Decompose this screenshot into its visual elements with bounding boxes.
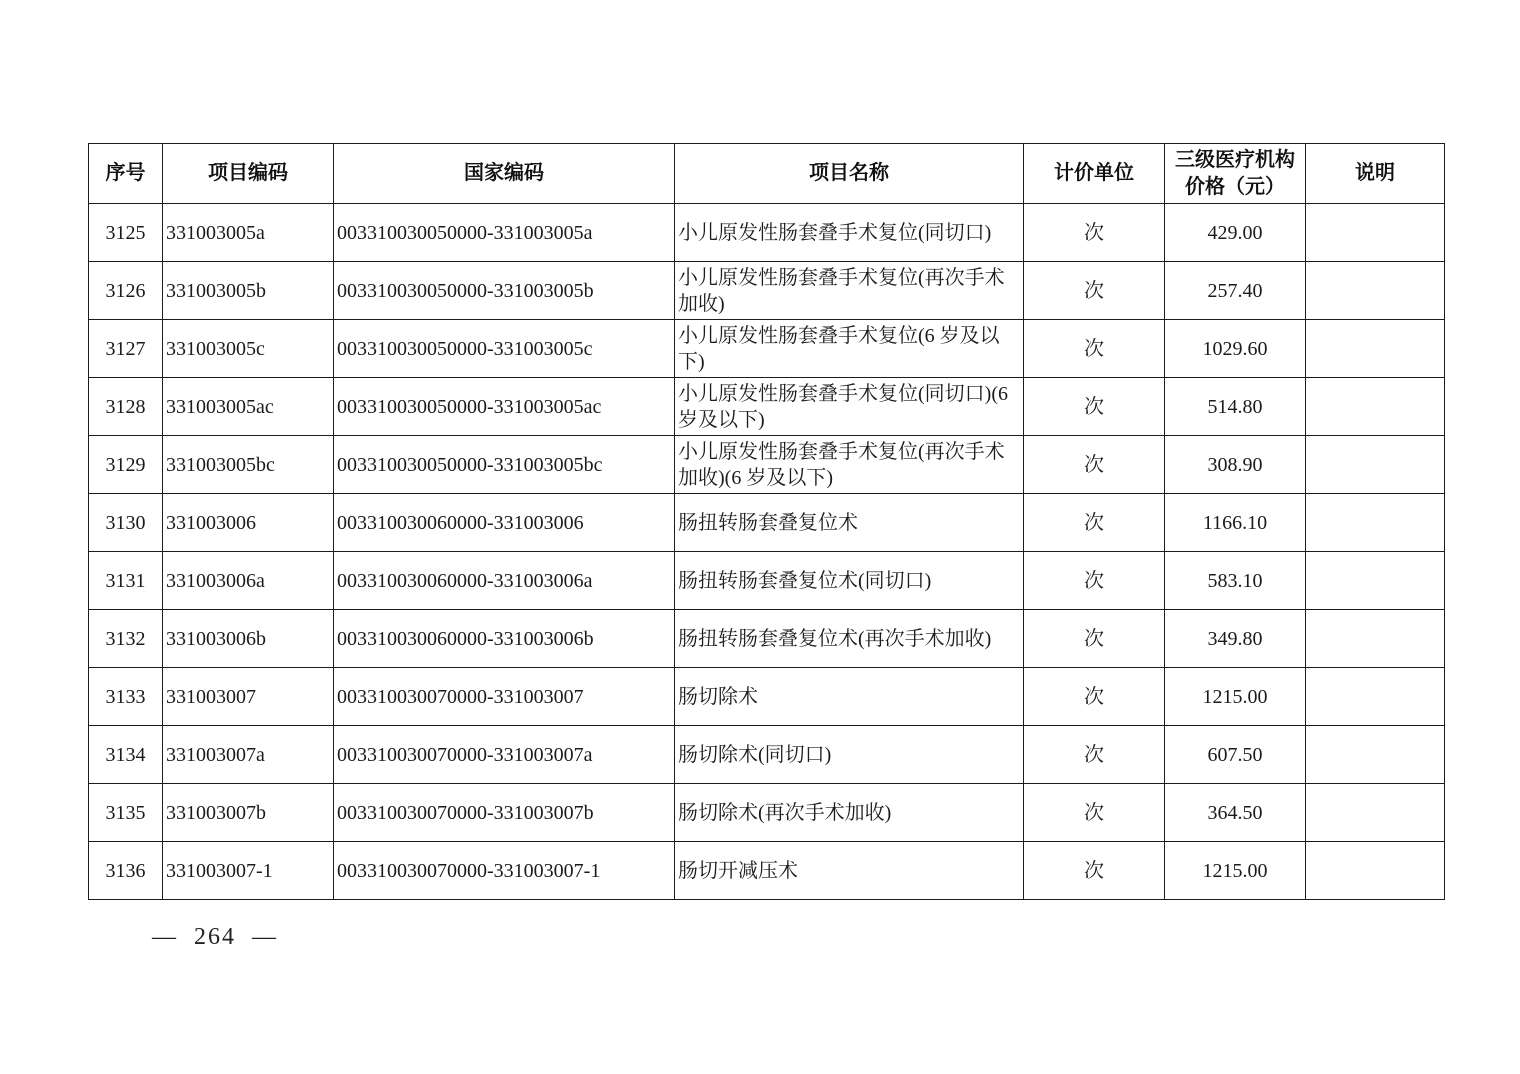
cell-unit: 次	[1024, 262, 1165, 320]
header-cell-national_code: 国家编码	[334, 144, 675, 204]
cell-price: 1166.10	[1165, 494, 1306, 552]
cell-national_code: 003310030050000-331003005b	[334, 262, 675, 320]
cell-unit: 次	[1024, 784, 1165, 842]
cell-seq: 3130	[89, 494, 163, 552]
cell-national_code: 003310030060000-331003006	[334, 494, 675, 552]
cell-code: 331003007	[163, 668, 334, 726]
header-cell-code: 项目编码	[163, 144, 334, 204]
page-number: — 264 —	[152, 924, 278, 950]
cell-code: 331003005a	[163, 204, 334, 262]
cell-unit: 次	[1024, 320, 1165, 378]
cell-national_code: 003310030050000-331003005c	[334, 320, 675, 378]
table-row	[89, 262, 1445, 320]
table-header	[89, 144, 1445, 204]
cell-note	[1306, 494, 1445, 552]
cell-price: 364.50	[1165, 784, 1306, 842]
table-row	[89, 378, 1445, 436]
cell-name: 肠切除术(再次手术加收)	[675, 784, 1024, 842]
cell-national_code: 003310030060000-331003006b	[334, 610, 675, 668]
cell-code: 331003005c	[163, 320, 334, 378]
cell-unit: 次	[1024, 494, 1165, 552]
cell-national_code: 003310030070000-331003007	[334, 668, 675, 726]
cell-note	[1306, 204, 1445, 262]
cell-national_code: 003310030050000-331003005ac	[334, 378, 675, 436]
table-row	[89, 842, 1445, 900]
cell-note	[1306, 436, 1445, 494]
table-row	[89, 552, 1445, 610]
header-cell-unit: 计价单位	[1024, 144, 1165, 204]
header-cell-name: 项目名称	[675, 144, 1024, 204]
cell-seq: 3131	[89, 552, 163, 610]
cell-note	[1306, 784, 1445, 842]
cell-unit: 次	[1024, 378, 1165, 436]
cell-name: 肠切除术(同切口)	[675, 726, 1024, 784]
cell-note	[1306, 262, 1445, 320]
cell-national_code: 003310030050000-331003005bc	[334, 436, 675, 494]
price-table	[88, 143, 1445, 900]
cell-seq: 3136	[89, 842, 163, 900]
cell-seq: 3128	[89, 378, 163, 436]
table-row	[89, 726, 1445, 784]
cell-seq: 3127	[89, 320, 163, 378]
cell-note	[1306, 610, 1445, 668]
cell-name: 肠扭转肠套叠复位术(再次手术加收)	[675, 610, 1024, 668]
cell-name: 肠切除术	[675, 668, 1024, 726]
cell-national_code: 003310030070000-331003007b	[334, 784, 675, 842]
cell-national_code: 003310030060000-331003006a	[334, 552, 675, 610]
table-row	[89, 320, 1445, 378]
cell-code: 331003006a	[163, 552, 334, 610]
header-cell-price: 三级医疗机构价格（元）	[1165, 144, 1306, 204]
cell-note	[1306, 668, 1445, 726]
cell-price: 514.80	[1165, 378, 1306, 436]
table-row	[89, 494, 1445, 552]
cell-national_code: 003310030050000-331003005a	[334, 204, 675, 262]
header-row	[89, 144, 1445, 204]
table-row	[89, 784, 1445, 842]
table-row	[89, 204, 1445, 262]
header-cell-note: 说明	[1306, 144, 1445, 204]
cell-price: 1215.00	[1165, 668, 1306, 726]
cell-national_code: 003310030070000-331003007a	[334, 726, 675, 784]
cell-price: 607.50	[1165, 726, 1306, 784]
cell-code: 331003007-1	[163, 842, 334, 900]
cell-price: 308.90	[1165, 436, 1306, 494]
cell-seq: 3133	[89, 668, 163, 726]
cell-national_code: 003310030070000-331003007-1	[334, 842, 675, 900]
cell-seq: 3129	[89, 436, 163, 494]
cell-unit: 次	[1024, 204, 1165, 262]
table-body	[89, 204, 1445, 900]
cell-note	[1306, 842, 1445, 900]
table-row	[89, 610, 1445, 668]
cell-name: 肠扭转肠套叠复位术(同切口)	[675, 552, 1024, 610]
cell-name: 小儿原发性肠套叠手术复位(同切口)	[675, 204, 1024, 262]
cell-code: 331003007a	[163, 726, 334, 784]
cell-price: 1215.00	[1165, 842, 1306, 900]
cell-note	[1306, 320, 1445, 378]
cell-price: 429.00	[1165, 204, 1306, 262]
table-row	[89, 436, 1445, 494]
cell-unit: 次	[1024, 726, 1165, 784]
cell-code: 331003005b	[163, 262, 334, 320]
cell-name: 小儿原发性肠套叠手术复位(再次手术加收)(6 岁及以下)	[675, 436, 1024, 494]
table-row	[89, 668, 1445, 726]
cell-code: 331003005ac	[163, 378, 334, 436]
cell-unit: 次	[1024, 842, 1165, 900]
cell-unit: 次	[1024, 436, 1165, 494]
cell-code: 331003005bc	[163, 436, 334, 494]
cell-note	[1306, 726, 1445, 784]
cell-price: 257.40	[1165, 262, 1306, 320]
cell-note	[1306, 552, 1445, 610]
cell-seq: 3126	[89, 262, 163, 320]
cell-code: 331003007b	[163, 784, 334, 842]
cell-name: 小儿原发性肠套叠手术复位(再次手术加收)	[675, 262, 1024, 320]
cell-code: 331003006	[163, 494, 334, 552]
cell-unit: 次	[1024, 610, 1165, 668]
cell-name: 肠切开减压术	[675, 842, 1024, 900]
cell-name: 肠扭转肠套叠复位术	[675, 494, 1024, 552]
cell-seq: 3135	[89, 784, 163, 842]
cell-note	[1306, 378, 1445, 436]
cell-price: 349.80	[1165, 610, 1306, 668]
cell-seq: 3125	[89, 204, 163, 262]
header-cell-seq: 序号	[89, 144, 163, 204]
cell-unit: 次	[1024, 668, 1165, 726]
cell-price: 1029.60	[1165, 320, 1306, 378]
cell-seq: 3132	[89, 610, 163, 668]
cell-price: 583.10	[1165, 552, 1306, 610]
cell-seq: 3134	[89, 726, 163, 784]
cell-name: 小儿原发性肠套叠手术复位(6 岁及以下)	[675, 320, 1024, 378]
cell-code: 331003006b	[163, 610, 334, 668]
cell-name: 小儿原发性肠套叠手术复位(同切口)(6 岁及以下)	[675, 378, 1024, 436]
cell-unit: 次	[1024, 552, 1165, 610]
